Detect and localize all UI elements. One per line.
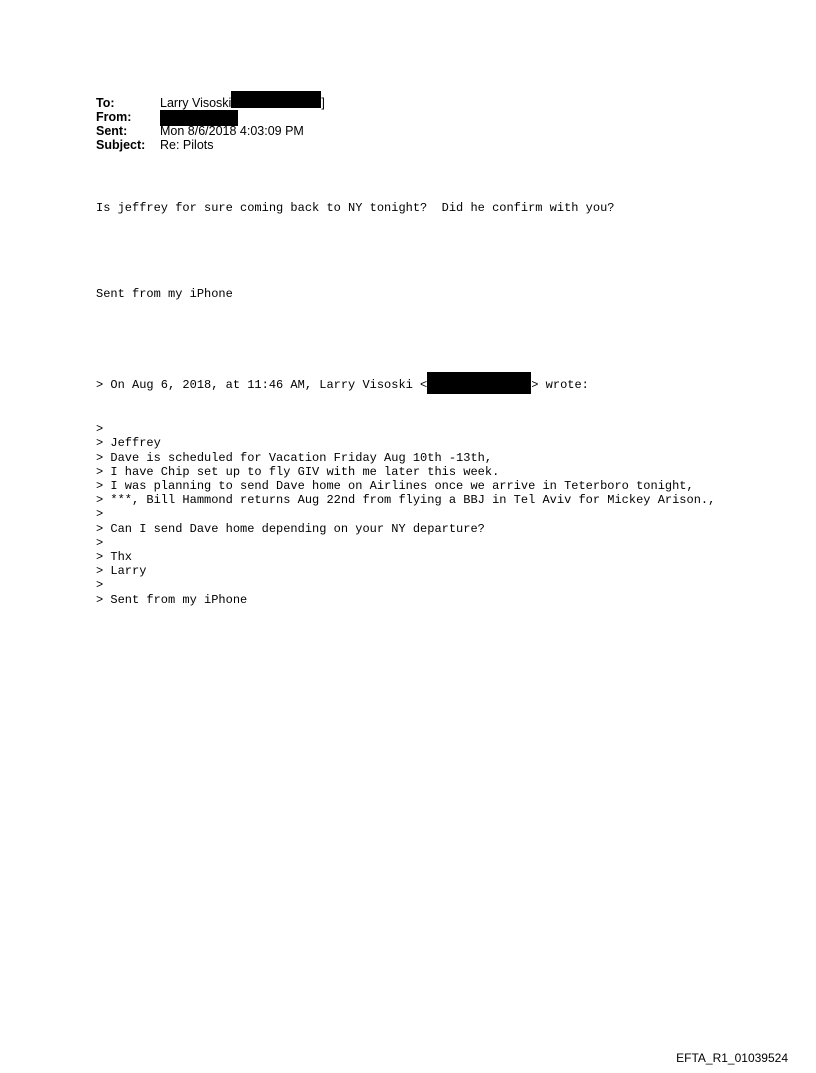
quote-intro-before: > On Aug 6, 2018, at 11:46 AM, Larry Visoski < <box>96 377 428 392</box>
subject-value: Re: Pilots <box>160 138 214 152</box>
quoted-line: > ***, Bill Hammond returns Aug 22nd from flying a BBJ in Tel Aviv for Mickey Arison., <box>96 493 716 508</box>
email-header <box>96 96 325 152</box>
sent-value: Mon 8/6/2018 4:03:09 PM <box>160 124 304 138</box>
body-line-signature: Sent from my iPhone <box>96 286 233 301</box>
quoted-message <box>96 422 796 607</box>
bracket-close: ] <box>321 96 325 110</box>
quoted-line: > Jeffrey <box>96 436 161 451</box>
quoted-line: > <box>96 535 104 550</box>
quoted-line: > I have Chip set up to fly GIV with me later this week. <box>96 464 500 479</box>
quoted-line: > Larry <box>96 564 147 579</box>
sent-row <box>96 124 325 138</box>
quote-intro-after: > wrote: <box>531 377 589 392</box>
quoted-line: > <box>96 422 104 437</box>
document-id: EFTA_R1_01039524 <box>676 1051 788 1065</box>
from-row <box>96 110 325 124</box>
quote-intro <box>96 372 796 394</box>
quoted-line: > Can I send Dave home depending on your NY departure? <box>96 521 485 536</box>
email-body <box>96 173 796 621</box>
quoted-line: > Sent from my iPhone <box>96 592 248 607</box>
body-line-question: Is jeffrey for sure coming back to NY tonight? Did he confirm with you? <box>96 201 615 216</box>
to-value <box>160 96 325 110</box>
from-label: From: <box>96 110 132 124</box>
to-label: To: <box>96 96 115 110</box>
quoted-line: > <box>96 578 104 593</box>
redaction-box <box>427 372 531 394</box>
quoted-line: > <box>96 507 104 522</box>
subject-label: Subject: <box>96 138 146 152</box>
to-row <box>96 96 325 110</box>
quoted-line: > Dave is scheduled for Vacation Friday Aug 10th -13th, <box>96 450 493 465</box>
sent-label: Sent: <box>96 124 128 138</box>
quoted-line: > Thx <box>96 550 133 565</box>
redaction-box <box>231 91 321 108</box>
to-name: Larry Visoski <box>160 96 232 110</box>
subject-row <box>96 138 325 152</box>
quoted-line: > I was planning to send Dave home on Airlines once we arrive in Teterboro tonight, <box>96 479 694 494</box>
